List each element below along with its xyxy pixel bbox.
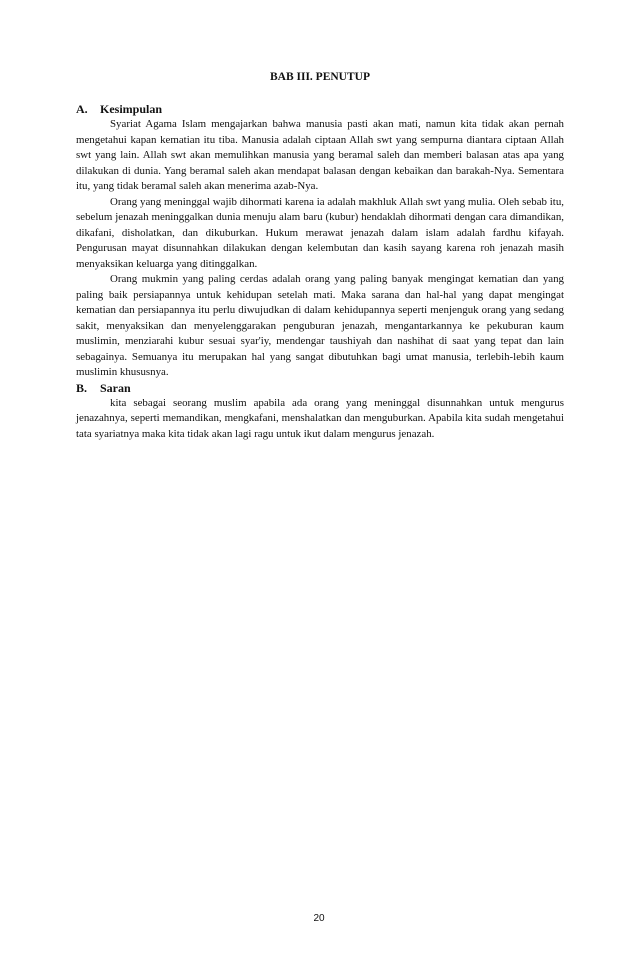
section-heading-saran bbox=[76, 381, 564, 396]
section-kesimpulan bbox=[76, 102, 564, 381]
section-title: Kesimpulan bbox=[100, 102, 163, 116]
paragraph: Syariat Agama Islam mengajarkan bahwa manusia pasti akan mati, namun kita tidak akan pernah mengetahui kapan kematian itu tiba. Manusia adalah ciptaan Allah swt yang sempurna diantara ciptaan Allah swt yang lain. Allah swt akan memulihkan manusia yang beramal saleh dan memberi balasan atas apa yang dilakukan di dunia. Yang beramal saleh akan mendapat balasan dengan kebaikan dan barakah-Nya. Sementara itu, yang tidak beramal saleh akan menerima azab-Nya. bbox=[76, 118, 564, 192]
section-number: A. bbox=[76, 102, 88, 116]
chapter-title: BAB III. PENUTUP bbox=[269, 71, 370, 83]
section-heading-kesimpulan bbox=[76, 102, 564, 117]
section-number: B. bbox=[76, 380, 88, 395]
section-title: Saran bbox=[100, 380, 131, 395]
paragraph: Orang yang meninggal wajib dihormati karena ia adalah makhluk Allah swt yang mulia. Oleh sebab itu, sebelum jenazah meninggalkan dunia menuju alam baru (kubur) hendaklah dihormati dengan cara dimandikan, dikafani, disholatkan, dan dikuburkan. Hukum merawat jenazah dalam islam adalah fardhu kifayah. Pengurusan mayat disunnahkan dilakukan dengan kelembutan dan kasih sayang karena roh jenazah masih menyaksikan keluarga yang ditinggalkan. bbox=[76, 195, 564, 270]
section-saran bbox=[76, 381, 564, 443]
page-number: 20 bbox=[313, 913, 325, 924]
document-page bbox=[76, 70, 564, 442]
paragraph: kita sebagai seorang muslim apabila ada orang yang meninggal disunnahkan untuk mengurus jenazahnya, seperti memandikan, mengkafani, menshalatkan dan menguburkan. Apabila kita sudah mengetahui tata syariatnya maka kita tidak akan lagi ragu untuk ikut dalam mengurus jenazah. bbox=[76, 396, 564, 440]
paragraph: Orang mukmin yang paling cerdas adalah orang yang paling banyak mengingat kematian dan yang paling baik persiapannya untuk kehidupan setelah mati. Maka sarana dan hal-hal yang dapat mengingat kematian dan persiapannya itu perlu diwujudkan di dalam kehidupannya seperti menjenguk orang yang sedang sakit, menyaksikan dan menyelenggarakan penguburan jenazah, mengantarkannya ke pekuburan kaum muslimin, menziarahi kubur sesuai syar'iy, mendengar taushiyah dan nashihat di saat yang tepat dan lain sebagainya. Semuanya itu merupakan hal yang sangat dibutuhkan bagi umat manusia, terlebih-lebih kaum muslimin khususnya. bbox=[76, 273, 564, 378]
